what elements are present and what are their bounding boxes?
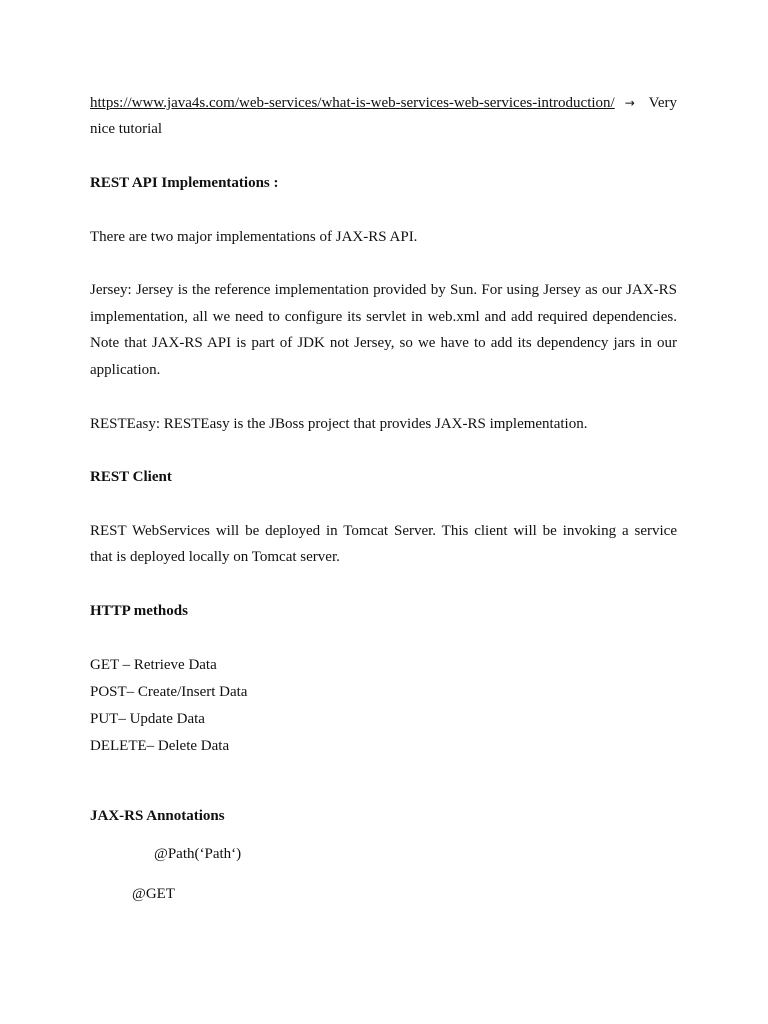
jersey-line: application. — [90, 362, 161, 378]
tutorial-link[interactable]: https://www.java4s.com/web-services/what-is-web-services-web-services-introduction/ — [90, 95, 615, 111]
http-method-item: POST– Create/Insert Data — [90, 684, 248, 700]
right-arrow-icon: → — [624, 96, 635, 110]
rest-client-heading: REST Client — [90, 469, 172, 485]
rest-impl-heading: REST API Implementations : — [90, 175, 279, 191]
jersey-line: implementation, all we need to configure its servlet in web.xml and add required dependencies. — [90, 309, 677, 325]
http-methods-heading: HTTP methods — [90, 603, 188, 619]
rest-client-line: that is deployed locally on Tomcat server. — [90, 549, 340, 565]
intro-continuation: nice tutorial — [90, 121, 163, 137]
resteasy-paragraph: RESTEasy: RESTEasy is the JBoss project that provides JAX-RS implementation. — [90, 416, 588, 432]
path-annotation: @Path(‘Path‘) — [154, 846, 242, 862]
rest-impl-intro: There are two major implementations of JAX-RS API. — [90, 229, 418, 245]
http-method-item: PUT– Update Data — [90, 711, 205, 727]
intro-line — [90, 94, 677, 112]
get-annotation: @GET — [132, 886, 175, 902]
http-method-item: GET – Retrieve Data — [90, 657, 217, 673]
jersey-line: Jersey: Jersey is the reference implementation provided by Sun. For using Jersey as our JAX-RS — [90, 282, 677, 298]
intro-after-link: Very — [648, 95, 677, 111]
rest-client-line: REST WebServices will be deployed in Tomcat Server. This client will be invoking a service — [90, 523, 677, 539]
annotations-heading: JAX-RS Annotations — [90, 808, 225, 824]
jersey-line: Note that JAX-RS API is part of JDK not Jersey, so we have to add its dependency jars in our — [90, 335, 677, 351]
http-method-item: DELETE– Delete Data — [90, 738, 230, 754]
